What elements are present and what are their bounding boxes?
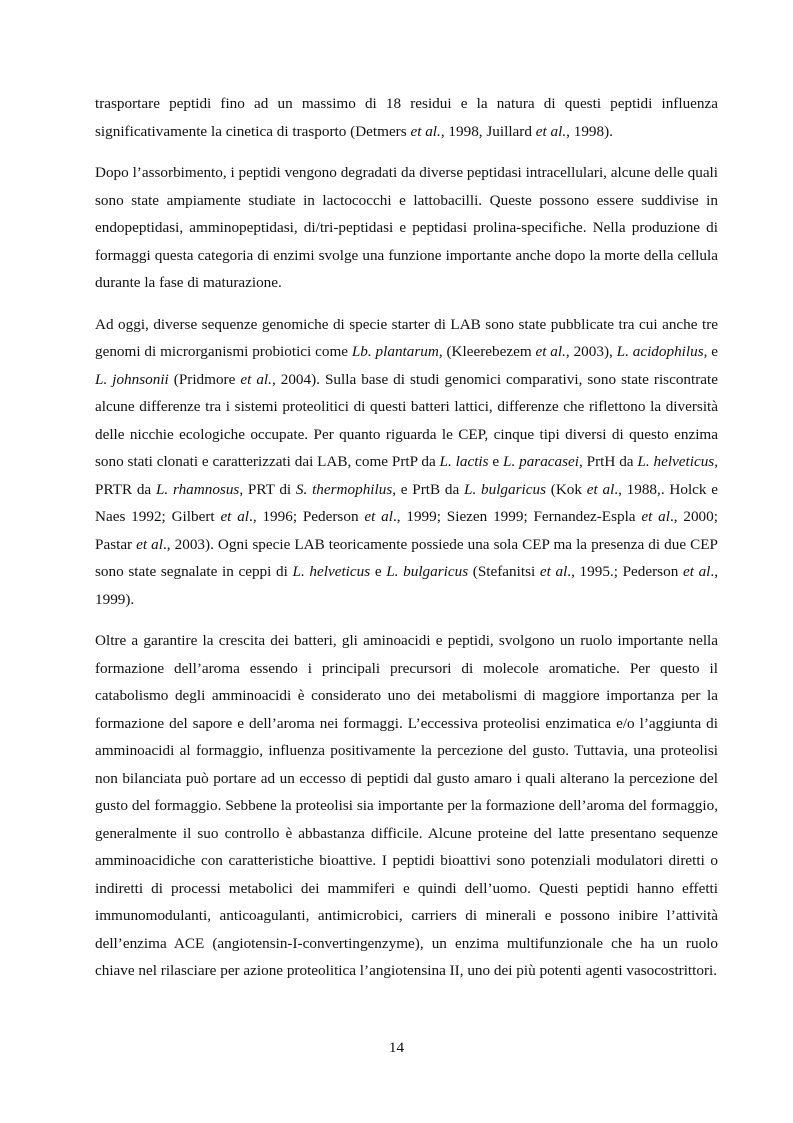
text-span: trasportare peptidi fino ad un massimo di 18 residui e la natura di questi peptidi influenza significativamente la cinetica di trasporto (Detmers bbox=[95, 95, 718, 140]
italic-text-span: L. rhamnosus bbox=[155, 480, 240, 498]
text-span: (Pridmore bbox=[168, 370, 241, 388]
text-span: e bbox=[370, 563, 387, 580]
text-span: , 2004). Sulla base di studi genomici comparativi, sono state riscontrate alcune differenze tra i sistemi proteolitici di questi batteri lattici, differenze che riflettono la diversità delle nicchie ecologiche occupate. Per quanto riguarda le CEP, cinque tipi diversi di questo enzima sono stati clonati e caratterizzati dai LAB, come PrtP da bbox=[95, 370, 718, 470]
italic-text-span: L. helveticus bbox=[637, 453, 715, 470]
italic-text-span: et al. bbox=[535, 122, 567, 140]
text-span: , 1998, Juillard bbox=[440, 122, 536, 140]
italic-text-span: Lb. plantarum bbox=[351, 343, 439, 360]
page-number: 14 bbox=[388, 1039, 405, 1056]
italic-text-span: et al bbox=[586, 480, 615, 498]
italic-text-span: et al. bbox=[410, 122, 441, 140]
text-span: Oltre a garantire la crescita dei batteri, gli aminoacidi e peptidi, svolgono un ruolo importante nella formazione dell’aroma essendo i principali precursori di molecole aromatiche. Per questo il catabolismo degli amminoacidi è considerato uno dei metabolismi di maggiore importanza per la formazione del sapore e dell’aroma nei formaggi. L’eccessiva proteolisi enzimatica e/o l’aggiunta di amminoacidi al formaggio, influenza positivamente la percezione del gusto. Tuttavia, una proteolisi non bilanciata può portare ad un eccesso di peptidi dal gusto amaro i quali alterano la percezione del gusto del formaggio. Sebbene la proteolisi sia importante per la formazione dell’aroma del formaggio, generalmente il suo controllo è abbastanza difficile. Alcune proteine del latte presentano sequenze amminoacidiche con caratteristiche bioattive. I peptidi bioattivi sono potenziali modulatori diretti o indiretti di processi metabolici dei mammiferi e quindi dell’uomo. Questi peptidi hanno effetti immunomodulanti, anticoagulanti, antimicrobici, carriers di minerali e possono inibire l’attività dell’enzima ACE (angiotensin-I-convertingenzyme), un enzima multifunzionale che ha un ruolo chiave nel rilasciare per azione proteolitica l’angiotensina II, uno dei più potenti agenti vasocostrittori. bbox=[95, 632, 718, 979]
italic-text-span: et al bbox=[220, 508, 250, 525]
text-span: ., 1999; Siezen 1999; Fernandez-Espla bbox=[392, 508, 642, 525]
italic-text-span: et al bbox=[682, 563, 711, 580]
italic-text-span: et al. bbox=[535, 343, 566, 360]
text-span: ., 2000; Pastar bbox=[95, 508, 718, 553]
text-span: (Kok bbox=[546, 480, 587, 498]
text-span: ., 1999). bbox=[95, 563, 718, 608]
paragraph-2 bbox=[95, 159, 718, 297]
text-span: , PrtH da bbox=[579, 453, 638, 470]
italic-text-span: L. bulgaricus bbox=[464, 480, 546, 498]
italic-text-span: L. lactis bbox=[439, 453, 489, 470]
document-body bbox=[95, 90, 718, 999]
text-span: , 2003), bbox=[565, 343, 617, 360]
italic-text-span: L. helveticus bbox=[292, 563, 371, 580]
text-span: , PRT di bbox=[239, 480, 296, 498]
text-span: ., 1996; Pederson bbox=[249, 508, 365, 525]
text-span: , PRTR da bbox=[95, 453, 719, 498]
text-span: , 1998). bbox=[566, 122, 613, 140]
paragraph-4 bbox=[95, 627, 718, 985]
text-span: , (Kleerebezem bbox=[438, 343, 536, 360]
paragraph-3 bbox=[95, 311, 718, 614]
text-span: , e bbox=[703, 343, 719, 360]
paragraph-1 bbox=[95, 90, 718, 145]
italic-text-span: L. acidophilus bbox=[616, 343, 704, 360]
italic-text-span: et al bbox=[539, 563, 568, 580]
italic-text-span: L. paracasei bbox=[503, 453, 579, 470]
italic-text-span: L. johnsonii bbox=[95, 370, 169, 388]
italic-text-span: et al bbox=[136, 535, 163, 553]
text-span: (Stefanitsi bbox=[468, 563, 540, 580]
italic-text-span: et al. bbox=[240, 370, 272, 388]
text-span: e bbox=[488, 453, 503, 470]
text-span: ., 1995.; Pederson bbox=[567, 563, 683, 580]
italic-text-span: S. thermophilus bbox=[295, 480, 393, 498]
italic-text-span: et al bbox=[364, 508, 393, 525]
text-span: , e PrtB da bbox=[392, 480, 465, 498]
text-span: Dopo l’assorbimento, i peptidi vengono degradati da diverse peptidasi intracellulari, alcune delle quali sono state ampiamente studiate in lactococchi e lattobacilli. Queste possono essere suddivise in endopeptidasi, amminopeptidasi, di/tri-peptidasi e peptidasi prolina-specifiche. Nella produzione di formaggi questa categoria di enzimi svolge una funzione importante anche dopo la morte della cellula durante la fase di maturazione. bbox=[95, 164, 718, 291]
text-span: ., 1988,. Holck e Naes 1992; Gilbert bbox=[95, 480, 719, 525]
italic-text-span: L. bulgaricus bbox=[386, 563, 469, 580]
text-span: Ad oggi, diverse sequenze genomiche di specie starter di LAB sono state pubblicate tra cui anche tre genomi di microrganismi probiotici come bbox=[95, 315, 718, 360]
text-span: ., 2003). Ogni specie LAB teoricamente possiede una sola CEP ma la presenza di due CEP sono state segnalate in ceppi di bbox=[95, 535, 718, 580]
italic-text-span: et al bbox=[641, 508, 670, 525]
